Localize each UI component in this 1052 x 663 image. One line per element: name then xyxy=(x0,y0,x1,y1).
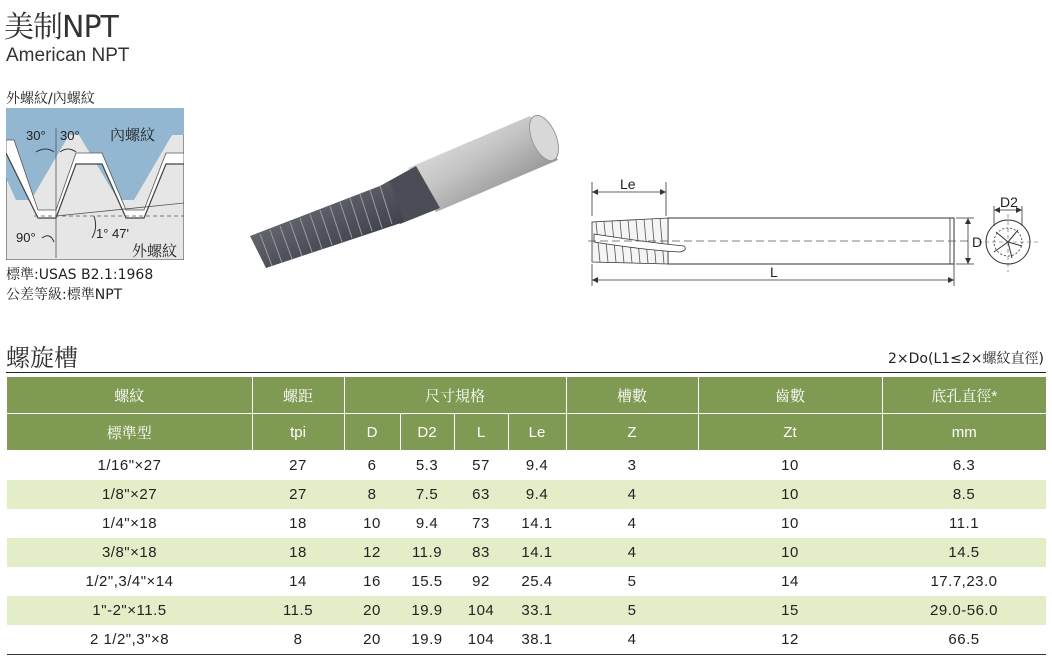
cell-mm: 66.5 xyxy=(882,625,1046,655)
sub-d: D xyxy=(344,414,400,451)
sub-le: Le xyxy=(508,414,566,451)
cell-mm: 17.7,23.0 xyxy=(930,573,998,590)
sub-zt: Zt xyxy=(698,414,882,451)
sub-d2: D2 xyxy=(400,414,454,451)
section-note: 2×Do(L1≤2×螺紋直徑) xyxy=(888,351,1044,367)
section-divider xyxy=(6,372,1046,373)
table-row xyxy=(7,596,1046,625)
cell-le: 9.4 xyxy=(525,457,549,474)
cell-d: 8 xyxy=(344,480,400,509)
cell-d2: 9.4 xyxy=(415,515,439,532)
cell-d: 20 xyxy=(344,596,400,625)
table-row xyxy=(7,625,1046,655)
sub-tpi: tpi xyxy=(252,414,344,451)
cell-d2: 19.9 xyxy=(400,625,454,655)
sub-l: L xyxy=(454,414,508,451)
cell-thread: 1/4"×18 xyxy=(101,515,158,532)
cell-l: 63 xyxy=(454,480,508,509)
cell-zt: 10 xyxy=(698,480,882,509)
angle-90-label: 90° xyxy=(16,230,36,245)
d-dimension-label: D xyxy=(972,234,983,250)
page-subtitle: American NPT xyxy=(6,45,130,66)
cell-zt: 10 xyxy=(781,515,799,532)
cell-thread: 1/8"×27 xyxy=(7,480,252,509)
col-pitch: 螺距 xyxy=(252,377,344,414)
cell-mm: 29.0-56.0 xyxy=(882,596,1046,625)
angle-left-label: 30° xyxy=(26,128,46,143)
cell-tpi: 27 xyxy=(289,457,307,474)
cell-zt: 12 xyxy=(698,625,882,655)
sub-mm: mm xyxy=(882,414,1046,451)
cell-le: 38.1 xyxy=(508,625,566,655)
cell-tpi: 14 xyxy=(289,573,307,590)
table-subheader-row xyxy=(7,414,1046,451)
cell-le: 9.4 xyxy=(508,480,566,509)
table-row xyxy=(7,451,1046,481)
sub-z: Z xyxy=(566,414,698,451)
table-row xyxy=(7,509,1046,538)
col-teeth: 齒數 xyxy=(698,377,882,414)
cell-l: 83 xyxy=(454,538,508,567)
standard-text: 標準:USAS B2.1:1968 xyxy=(6,267,154,283)
cell-tpi: 18 xyxy=(289,515,307,532)
cell-tpi: 8 xyxy=(252,625,344,655)
cell-tpi: 27 xyxy=(252,480,344,509)
cell-mm: 11.1 xyxy=(948,515,980,532)
col-hole-diameter: 底孔直徑* xyxy=(882,377,1046,414)
cell-z: 3 xyxy=(627,457,637,474)
cell-l: 104 xyxy=(454,596,508,625)
cell-d2: 19.9 xyxy=(400,596,454,625)
cell-thread: 2 1/2",3"×8 xyxy=(7,625,252,655)
cell-mm: 14.5 xyxy=(882,538,1046,567)
cell-l: 73 xyxy=(472,515,490,532)
table-row xyxy=(7,538,1046,567)
cell-le: 14.1 xyxy=(508,538,566,567)
cell-zt: 10 xyxy=(781,457,799,474)
cell-d2: 7.5 xyxy=(400,480,454,509)
cell-d: 12 xyxy=(344,538,400,567)
cell-zt: 14 xyxy=(781,573,799,590)
page-title: 美制NPT xyxy=(4,10,118,45)
cell-tpi: 18 xyxy=(252,538,344,567)
table-row xyxy=(7,567,1046,596)
cell-z: 4 xyxy=(566,480,698,509)
cell-le: 25.4 xyxy=(521,573,553,590)
tolerance-text: 公差等級:標準NPT xyxy=(6,287,123,303)
col-flutes: 槽數 xyxy=(566,377,698,414)
cell-d2: 11.9 xyxy=(400,538,454,567)
cell-zt: 15 xyxy=(698,596,882,625)
angle-right-label: 30° xyxy=(60,128,80,143)
cell-mm: 8.5 xyxy=(882,480,1046,509)
cell-z: 5 xyxy=(566,596,698,625)
cell-thread: 1"-2"×11.5 xyxy=(7,596,252,625)
le-dimension-label: Le xyxy=(620,176,636,192)
table-row xyxy=(7,480,1046,509)
cell-d2: 15.5 xyxy=(411,573,443,590)
cell-l: 57 xyxy=(472,457,490,474)
sub-standard: 標準型 xyxy=(7,414,252,451)
cell-le: 14.1 xyxy=(521,515,553,532)
cell-tpi: 11.5 xyxy=(252,596,344,625)
cell-z: 5 xyxy=(627,573,637,590)
l-dimension-label: L xyxy=(770,264,778,280)
thread-caption: 外螺紋/內螺紋 xyxy=(6,91,95,107)
external-thread-label: 外螺紋 xyxy=(132,242,178,260)
table-header-row xyxy=(7,377,1046,414)
d2-dimension-label: D2 xyxy=(1000,194,1018,210)
cell-thread: 1/2",3/4"×14 xyxy=(85,573,174,590)
spec-table xyxy=(7,377,1046,655)
internal-thread-label: 內螺紋 xyxy=(110,126,156,144)
cell-thread: 3/8"×18 xyxy=(7,538,252,567)
cell-z: 4 xyxy=(627,515,637,532)
cell-zt: 10 xyxy=(698,538,882,567)
cell-d: 20 xyxy=(344,625,400,655)
col-thread: 螺紋 xyxy=(7,377,252,414)
col-dimensions: 尺寸規格 xyxy=(344,377,566,414)
cell-d: 10 xyxy=(363,515,381,532)
cell-d: 6 xyxy=(367,457,377,474)
cell-z: 4 xyxy=(566,538,698,567)
cell-l: 92 xyxy=(472,573,490,590)
cell-d: 16 xyxy=(363,573,381,590)
cell-le: 33.1 xyxy=(508,596,566,625)
cell-z: 4 xyxy=(566,625,698,655)
thread-mill-tool-image xyxy=(240,108,570,278)
cell-d2: 5.3 xyxy=(415,457,439,474)
cell-thread: 1/16"×27 xyxy=(97,457,162,474)
cell-mm: 6.3 xyxy=(952,457,976,474)
cell-l: 104 xyxy=(454,625,508,655)
section-title: 螺旋槽 xyxy=(6,344,78,372)
taper-angle-label: 1° 47' xyxy=(96,226,129,241)
